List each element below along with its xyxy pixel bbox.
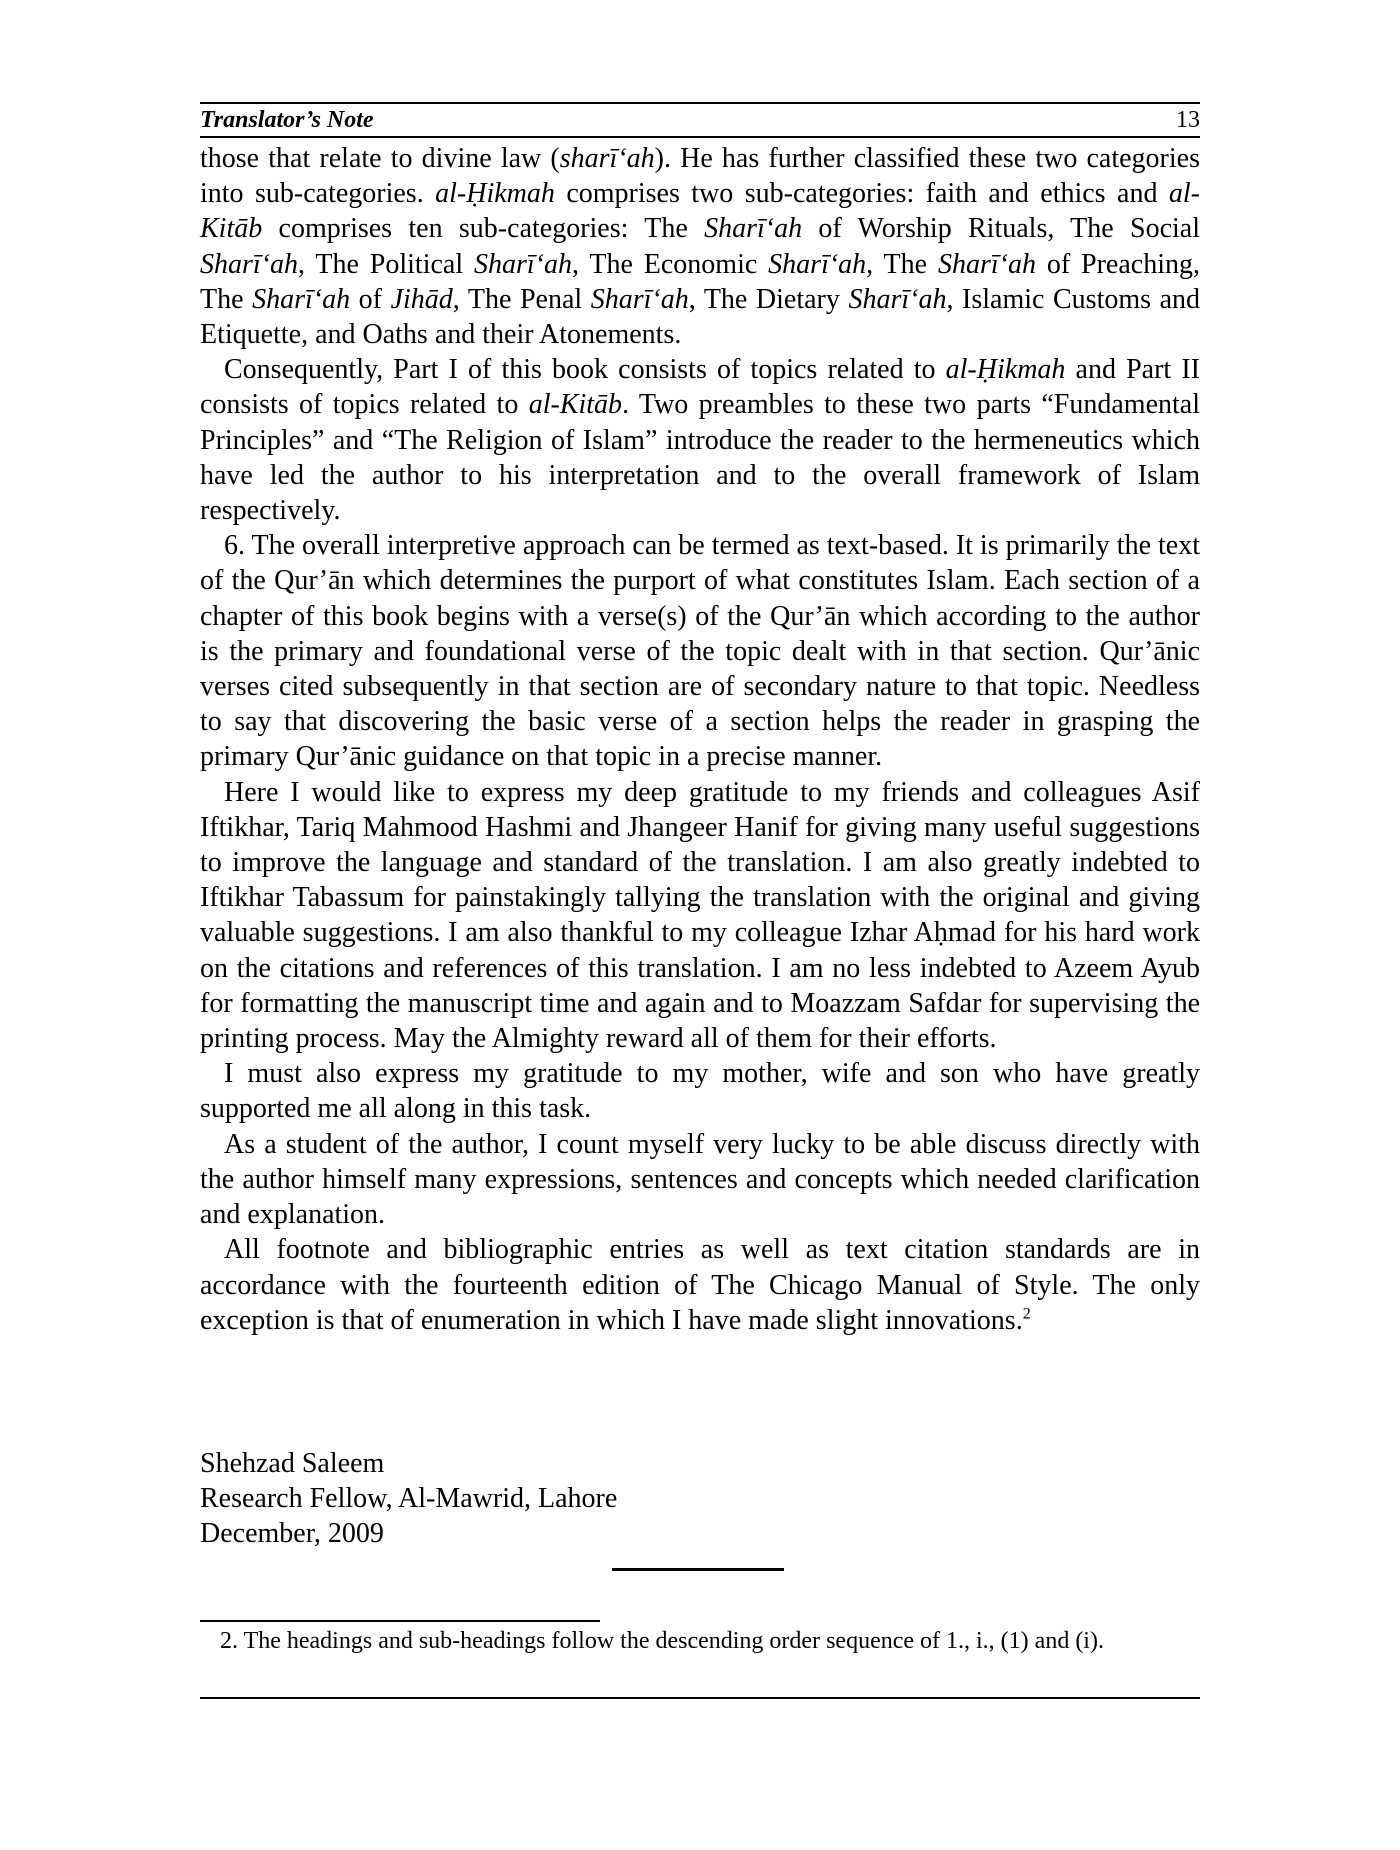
text-run: , The	[866, 248, 938, 280]
italic-term: Sharī‘ah	[937, 248, 1036, 280]
body-text	[200, 141, 1200, 1338]
text-run: those that relate to divine law (	[200, 143, 560, 174]
italic-term: al-Kitāb	[528, 389, 623, 421]
signature-name: Shehzad Saleem	[200, 1448, 385, 1479]
text-run: I must also express my gratitude to my mother, wife and son who have greatly supported me all along in this task.	[200, 1058, 1200, 1125]
page-number: 13	[1176, 107, 1200, 133]
running-header	[200, 102, 1200, 138]
italic-term: sharī‘ah	[559, 143, 655, 174]
signature-position: Research Fellow, Al-Mawrid, Lahore	[200, 1483, 618, 1514]
text-run: , The Political	[298, 248, 474, 280]
text-run: , The Penal	[452, 283, 591, 315]
paragraph	[200, 1232, 1200, 1338]
text-run: . Two preambles to these two parts “Fundamental Principles” and “The Religion of Islam” introduce the reader to the hermeneutics which have led the author to his interpretation and to the overall framework of Islam respectively.	[200, 389, 1200, 527]
text-run: comprises ten sub-categories: The	[262, 213, 705, 245]
paragraph	[200, 528, 1200, 774]
italic-term: Jihād	[390, 283, 453, 315]
paragraph	[200, 775, 1200, 1057]
text-run: Consequently, Part I of this book consists of topics related to	[224, 354, 946, 386]
italic-term: Sharī‘ah	[252, 283, 351, 315]
paragraph	[200, 1056, 1200, 1126]
text-run: As a student of the author, I count myself very lucky to be able discuss directly with the author himself many expressions, sentences and concepts which needed clarification and explanation.	[200, 1128, 1200, 1231]
signature-date: December, 2009	[200, 1518, 384, 1549]
section-end-rule	[612, 1568, 784, 1571]
footnote-reference[interactable]: 2	[1022, 1305, 1031, 1323]
paragraph	[200, 1127, 1200, 1233]
italic-term: al-Ḥikmah	[435, 178, 555, 210]
paragraph	[200, 352, 1200, 528]
text-run: , Islamic Customs and Etiquette, and Oaths and their Atonements.	[200, 283, 1201, 351]
text-run: Here I would like to express my deep gratitude to my friends and colleagues Asif Iftikhar, Tariq Mahmood Hashmi and Jhangeer Hanif for giving many useful suggestions to improve the language and standard of the translation. I am also greatly indebted to Iftikhar Tabassum for painstakingly tallying the translation with the original and giving valuable suggestions. I am also thankful to my colleague Izhar Aḥmad for his hard work on the citations and references of this translation. I am no less indebted to Azeem Ayub for formatting the manuscript time and again and to Moazzam Safdar for supervising the printing process. May the Almighty reward all of them for their efforts.	[200, 776, 1200, 1055]
text-run: 6. The overall interpretive approach can be termed as text-based. It is primarily the text of the Qur’ān which determines the purport of what constitutes Islam. Each section of a chapter of this book begins with a verse(s) of the Qur’ān which according to the author is the primary and foundational verse of the topic dealt with in that section. Qur’ānic verses cited subsequently in that section are of secondary nature to that topic. Needless to say that discovering the basic verse of a section helps the reader in grasping the primary Qur’ānic guidance on that topic in a precise manner.	[200, 530, 1200, 773]
italic-term: Sharī‘ah	[768, 248, 867, 280]
text-run: ). He has further classified these two categories into sub-categories.	[200, 143, 1200, 210]
text-run: of Worship Rituals, The Social	[802, 213, 1200, 245]
italic-term: Sharī‘ah	[200, 248, 298, 280]
header-title: Translator’s Note	[200, 107, 374, 133]
italic-term: al-Ḥikmah	[945, 354, 1066, 386]
footnote-separator	[200, 1620, 600, 1622]
italic-term: al-Kitāb	[200, 178, 1200, 245]
text-run: comprises two sub-categories: faith and ethics and	[554, 178, 1169, 210]
italic-term: Sharī‘ah	[473, 248, 572, 280]
footnote: 2. The headings and sub-headings follow the descending order sequence of 1., i., (1) and (i).	[220, 1628, 1104, 1654]
text-run: , The Economic	[571, 248, 769, 280]
text-run: of	[350, 283, 391, 315]
italic-term: Sharī‘ah	[590, 283, 689, 315]
text-run: and Part II consists of topics related to	[200, 354, 1200, 421]
bottom-rule	[200, 1697, 1200, 1699]
signature-block	[200, 1446, 617, 1551]
italic-term: Sharī‘ah	[704, 213, 803, 245]
italic-term: Sharī‘ah	[848, 283, 947, 315]
text-run: All footnote and bibliographic entries as well as text citation standards are in accordance with the fourteenth edition of The Chicago Manual of Style. The only exception is that of enumeration in which I have made slight innovations.	[200, 1234, 1200, 1336]
paragraph	[200, 141, 1200, 352]
text-run: of Preaching, The	[200, 248, 1200, 315]
text-run: , The Dietary	[688, 283, 849, 315]
